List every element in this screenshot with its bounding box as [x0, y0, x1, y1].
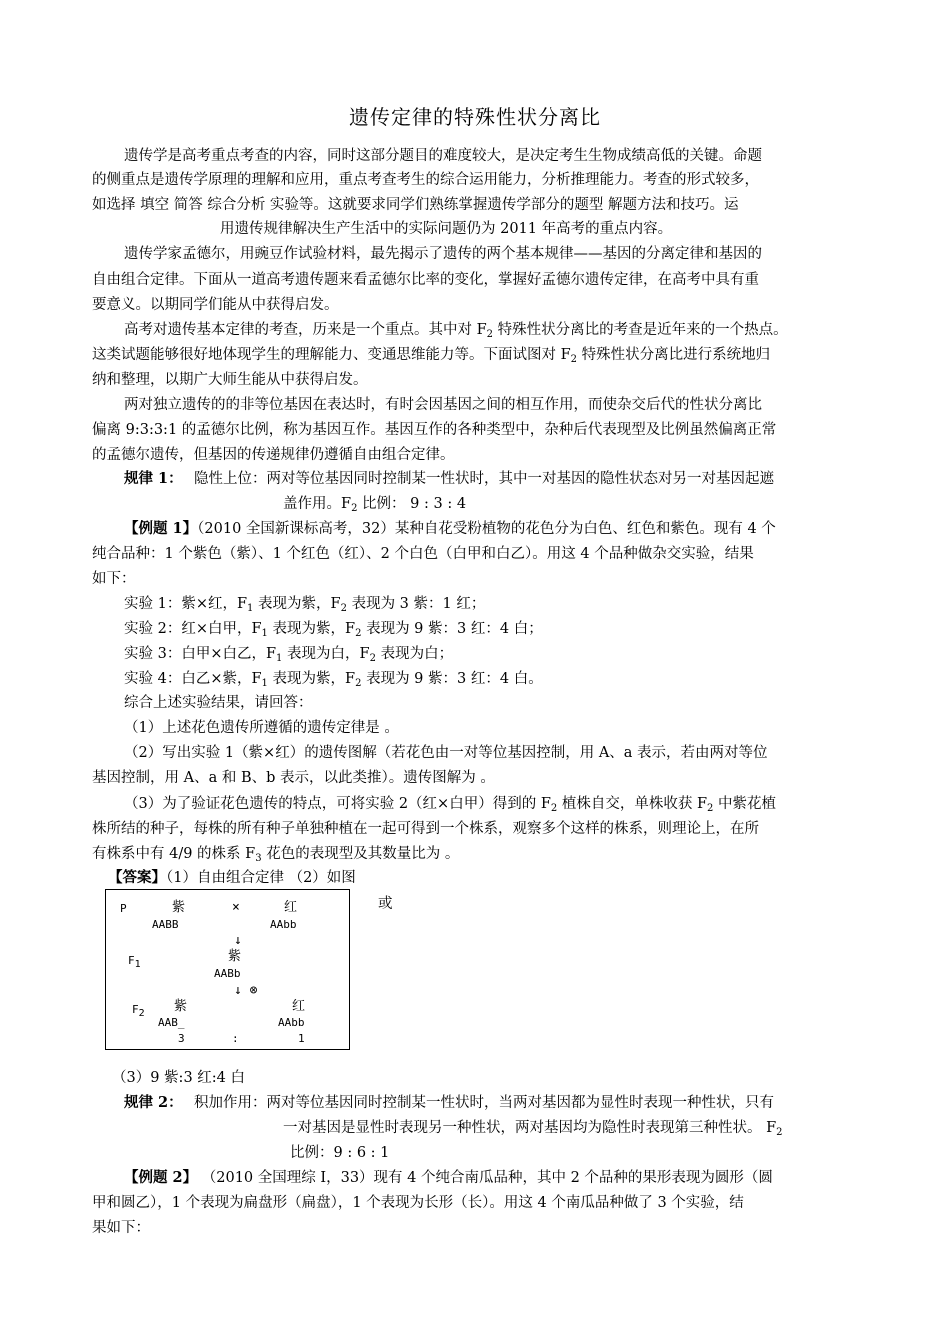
diagram-count: 1: [298, 1032, 305, 1045]
diagram-genotype: AAB_: [158, 1016, 185, 1029]
example1-line: 如下：: [92, 571, 136, 587]
intro-line: 两对独立遗传的的非等位基因在表达时，有时会因基因之间的相互作用，而使杂交后代的性状分离比: [124, 397, 762, 413]
intro-line: 遗传学是高考重点考查的内容，同时这部分题目的难度较大，是决定考生生物成绩高低的关键。命题: [124, 148, 762, 164]
rule2-text: 一对基因是显性时表现另一种性状，两对基因均为隐性时表现第三种性状。 $F_2$: [283, 1120, 783, 1138]
diagram-genotype: AAbb: [270, 918, 297, 931]
intro-line: 如选择 填空 简答 综合分析 实验等。这就要求同学们熟练掌握遗传学部分的题型 解题方法和技巧。运: [92, 197, 739, 213]
diagram-cross: ×: [232, 900, 240, 915]
diagram-ratio-colon: :: [232, 1032, 239, 1045]
question-3: （3）为了验证花色遗传的特点，可将实验 2（红×白甲）得到的 $F_2$ 植株自交，单株收获 $F_2$ 中紫花植: [124, 796, 777, 814]
intro-line: 要意义。以期同学们能从中获得启发。: [92, 297, 339, 313]
diagram-f1-label: $F_1$: [128, 954, 141, 970]
example2-line: 甲和圆乙），1 个表现为扁盘形（扁盘），1 个表现为长形（长）。用这 4 个南瓜品种做了 3 个实验，结: [92, 1195, 744, 1211]
experiment-3: 实验 3：白甲×白乙，$F_1$ 表现为白，$F_2$ 表现为白；: [124, 646, 454, 664]
example2-line: 果如下：: [92, 1220, 150, 1236]
rule2-text: 积加作用：两对等位基因同时控制某一性状时，当两对基因都为显性时表现一种性状，只有: [194, 1095, 774, 1111]
intro-line: 用遗传规律解决生产生活中的实际问题仍为 2011 年高考的重点内容。: [220, 221, 673, 237]
example1-line: 【例题 1】（2010 全国新课标高考，32）某种自花受粉植物的花色分为白色、红色和紫色。现有 4 个: [124, 520, 776, 537]
intro-line: 高考对遗传基本定律的考查，历来是一个重点。其中对 $F_2$ 特殊性状分离比的考查是近年来的一个热点。: [124, 322, 788, 340]
question-2: 基因控制，用 A、a 和 B、b 表示，以此类推）。遗传图解为 。: [92, 770, 495, 786]
diagram-purple: 紫: [174, 999, 188, 1014]
answer-or: 或: [378, 896, 393, 912]
rule2-label: 规律 2：: [124, 1094, 183, 1111]
diagram-red: 红: [292, 999, 306, 1014]
example1-line: 纯合品种：1 个紫色（紫）、1 个红色（红）、2 个白色（白甲和白乙）。用这 4 个品种做杂交实验，结果: [92, 546, 754, 562]
diagram-count: 3: [178, 1032, 185, 1045]
rule1-ratio: 盖作用。$F_2$ 比例： 9 : 3 : 4: [283, 496, 467, 514]
intro-line: 自由组合定律。下面从一道高考遗传题来看孟德尔比率的变化，掌握好孟德尔遗传定律，在高考中具有重: [92, 272, 759, 288]
diagram-purple: 紫: [228, 949, 242, 964]
intro-line: 遗传学家孟德尔，用豌豆作试验材料，最先揭示了遗传的两个基本规律——基因的分离定律和基因的: [124, 246, 762, 262]
experiment-2: 实验 2：红×白甲，$F_1$ 表现为紫，$F_2$ 表现为 9 紫：3 红：4 白；: [124, 621, 543, 639]
diagram-f2-label: $F_2$: [132, 1003, 145, 1019]
example2-line: 【例题 2】 （2010 全国理综 I，33）现有 4 个纯合南瓜品种，其中 2 个品种的果形表现为圆形（圆: [124, 1169, 773, 1186]
question-3: 有株系中有 4/9 的株系 $F_3$ 花色的表现型及其数量比为 。: [92, 846, 460, 864]
page-title: 遗传定律的特殊性状分离比: [349, 105, 601, 129]
experiment-4: 实验 4：白乙×紫，$F_1$ 表现为紫，$F_2$ 表现为 9 紫：3 红：4 白。: [124, 671, 543, 689]
rule2-ratio: 比例：9 : 6 : 1: [290, 1145, 390, 1161]
genetic-diagram: [105, 889, 350, 1050]
question-intro: 综合上述实验结果，请回答：: [124, 695, 313, 711]
intro-line: 的孟德尔遗传，但基因的传递规律仍遵循自由组合定律。: [92, 447, 455, 463]
intro-line: 纳和整理，以期广大师生能从中获得启发。: [92, 372, 368, 388]
answer-line: 【答案】（1）自由组合定律 （2）如图: [108, 869, 356, 886]
answer-3: （3）9 紫:3 红:4 白: [112, 1070, 245, 1086]
experiment-1: 实验 1：紫×红，$F_1$ 表现为紫，$F_2$ 表现为 3 紫：1 红；: [124, 596, 486, 614]
question-1: （1）上述花色遗传所遵循的遗传定律是 。: [124, 720, 399, 736]
rule1-label: 规律 1：: [124, 470, 183, 487]
diagram-self-cross: ↓ ⊗: [234, 983, 258, 998]
diagram-purple: 紫: [172, 900, 186, 915]
rule1-text: 隐性上位：两对等位基因同时控制某一性状时，其中一对基因的隐性状态对另一对基因起遮: [194, 471, 774, 487]
diagram-red: 红: [284, 900, 298, 915]
question-2: （2）写出实验 1（紫×红）的遗传图解（若花色由一对等位基因控制，用 A、a 表示，若由两对等位: [124, 745, 768, 761]
diagram-p-label: P: [120, 902, 127, 915]
intro-line: 的侧重点是遗传学原理的理解和应用，重点考查考生的综合运用能力，分析推理能力。考查的形式较多，: [92, 172, 759, 188]
intro-line: 偏离 9:3:3:1 的孟德尔比例，称为基因互作。基因互作的各种类型中，杂种后代表现型及比例虽然偏离正常: [92, 422, 777, 438]
question-3: 株所结的种子，每株的所有种子单独种植在一起可得到一个株系，观察多个这样的株系，则理论上，在所: [92, 821, 759, 837]
intro-line: 这类试题能够很好地体现学生的理解能力、变通思维能力等。下面试图对 $F_2$ 特殊性状分离比进行系统地归: [92, 347, 771, 365]
diagram-genotype: AABb: [214, 967, 241, 980]
diagram-genotype: AABB: [152, 918, 179, 931]
diagram-genotype: AAbb: [278, 1016, 305, 1029]
diagram-arrow: ↓: [234, 933, 242, 948]
